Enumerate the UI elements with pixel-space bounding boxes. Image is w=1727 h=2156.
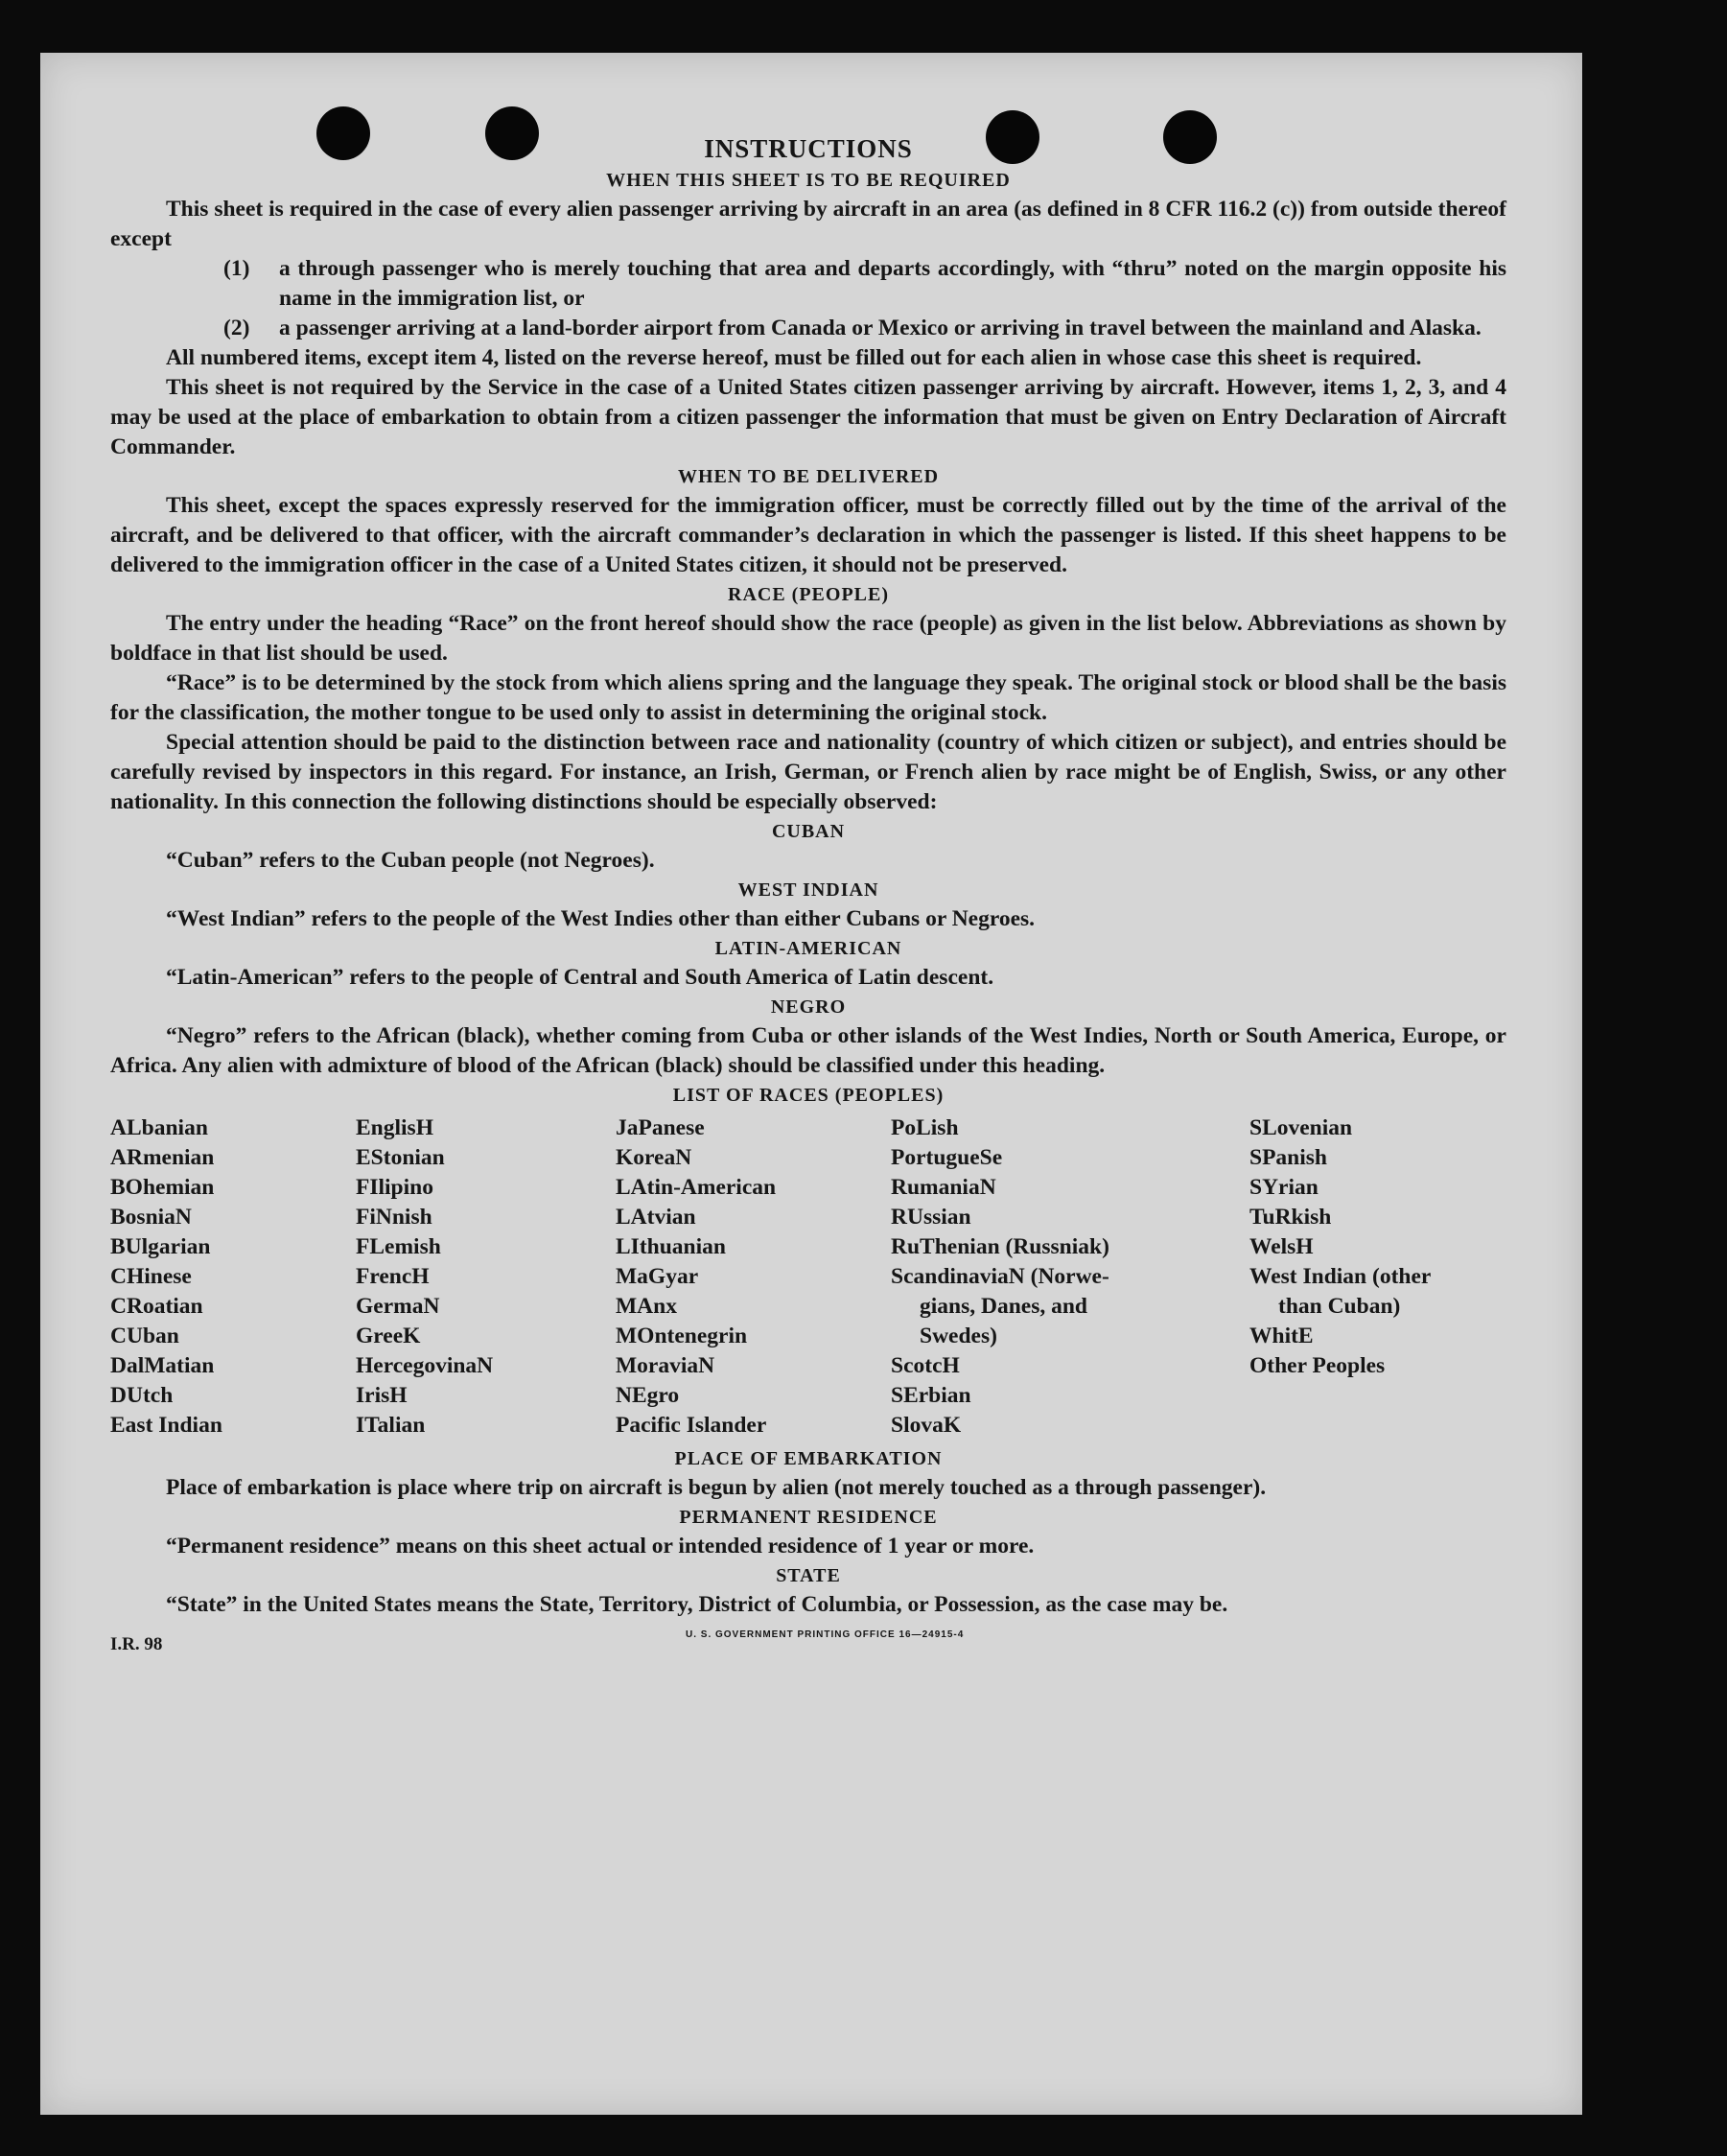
race-entry: ScandinaviaN (Norwe- (891, 1264, 1109, 1289)
race-entry: HercegovinaN (356, 1353, 494, 1378)
exception-item (223, 254, 1506, 314)
race-entry: MoraviaN (616, 1353, 715, 1378)
race-entry: West Indian (other (1249, 1264, 1432, 1289)
item-text: a through passenger who is merely touching that area and departs accordingly, with “thru” noted on the margin opposite his name in the immigration list, or (279, 256, 1506, 311)
required-intro: This sheet is required in the case of every alien passenger arriving by aircraft in an area (as defined in 8 CFR 116.2 (c)) from outside thereof except (110, 197, 1506, 251)
required-paragraph: This sheet is not required by the Service in the case of a United States citizen passenger arriving by aircraft. However, items 1, 2, 3, and 4 may be used at the place of embarkation to obtain from a citizen passenger the information that must be given on Entry Declaration of Aircraft Commander. (110, 375, 1506, 459)
race-entry: LAtvian (616, 1205, 696, 1230)
race-entry: FIlipino (356, 1175, 433, 1200)
race-entry: DUtch (110, 1383, 174, 1408)
race-entry: FiNnish (356, 1205, 432, 1230)
race-entry: KoreaN (616, 1145, 692, 1170)
race-entry: WelsH (1249, 1234, 1314, 1259)
page-title: INSTRUCTIONS (704, 134, 913, 163)
delivered-paragraph: This sheet, except the spaces expressly reserved for the immigration officer, must be correctly filled out by the time of the arrival of the aircraft, and be delivered to that officer, with the aircraft commander’s declaration in which the passenger is listed. If this sheet happens to be delivered to the immigration officer in the case of a United States citizen, it should not be preserved. (110, 493, 1506, 577)
residence-definition: “Permanent residence” means on this sheet actual or intended residence of 1 year or more. (166, 1534, 1035, 1558)
race-entry: RUssian (891, 1205, 971, 1230)
race-entry: CHinese (110, 1264, 192, 1289)
heading-state: STATE (776, 1565, 841, 1586)
item-text: a passenger arriving at a land-border airport from Canada or Mexico or arriving in travel between the mainland and Alaska. (279, 316, 1482, 340)
race-entry: JaPanese (616, 1115, 705, 1140)
heading-west-indian: WEST INDIAN (737, 879, 879, 901)
race-entry: ITalian (356, 1413, 426, 1438)
heading-latin-american: LATIN-AMERICAN (714, 938, 902, 959)
race-entry-continued: gians, Danes, and (920, 1294, 1087, 1319)
race-entry-continued: Swedes) (920, 1324, 997, 1348)
race-entry: GermaN (356, 1294, 440, 1319)
race-paragraph: “Race” is to be determined by the stock from which aliens spring and the language they speak. The original stock or blood shall be the basis for the classification, the mother tongue to be used only to assist in determining the original stock. (110, 670, 1506, 725)
heading-residence: PERMANENT RESIDENCE (679, 1507, 938, 1528)
heading-embarkation: PLACE OF EMBARKATION (674, 1448, 943, 1469)
race-paragraph: The entry under the heading “Race” on the front hereof should show the race (people) as given in the list below. Abbreviations as shown by boldface in that list should be used. (110, 611, 1506, 666)
race-entry: FLemish (356, 1234, 441, 1259)
latin-american-definition: “Latin-American” refers to the people of Central and South America of Latin descent. (166, 965, 994, 990)
races-column (110, 1113, 356, 1441)
cuban-definition: “Cuban” refers to the Cuban people (not Negroes). (166, 848, 655, 873)
race-entry: Other Peoples (1249, 1353, 1386, 1378)
race-entry: EStonian (356, 1145, 445, 1170)
negro-definition: “Negro” refers to the African (black), whether coming from Cuba or other islands of the West Indies, North or South America, Europe, or Africa. Any alien with admixture of blood of the African (black) should be classified under this heading. (110, 1023, 1506, 1078)
race-paragraph: Special attention should be paid to the distinction between race and nationality (country of which citizen or subject), and entries should be carefully revised by inspectors in this regard. For instance, an Irish, German, or French alien by race might be of English, Swiss, or any other nationality. In this connection the following distinctions should be especially observed: (110, 730, 1506, 814)
races-list (110, 1113, 1506, 1441)
race-entry: ScotcH (891, 1353, 960, 1378)
race-entry: CUban (110, 1324, 179, 1348)
race-entry: East Indian (110, 1413, 222, 1438)
race-entry: WhitE (1249, 1324, 1314, 1348)
heading-delivered: WHEN TO BE DELIVERED (677, 466, 940, 487)
race-entry: SlovaK (891, 1413, 962, 1438)
race-entry: RuThenian (Russniak) (891, 1234, 1109, 1259)
page-footer (110, 1620, 1506, 1658)
race-entry: MOntenegrin (616, 1324, 748, 1348)
race-entry: ARmenian (110, 1145, 215, 1170)
race-entry: SYrian (1249, 1175, 1319, 1200)
race-entry-continued: than Cuban) (1278, 1294, 1401, 1319)
race-entry: PoLish (891, 1115, 959, 1140)
document-page (40, 53, 1582, 2115)
heading-race: RACE (PEOPLE) (728, 584, 889, 605)
race-entry: MaGyar (616, 1264, 699, 1289)
race-entry: BosniaN (110, 1205, 192, 1230)
race-entry: FrencH (356, 1264, 430, 1289)
race-entry: NEgro (616, 1383, 680, 1408)
race-entry: SPanish (1249, 1145, 1327, 1170)
race-entry: DalMatian (110, 1353, 215, 1378)
instructions-text (110, 134, 1506, 1658)
item-number: (2) (223, 316, 250, 340)
race-entry: BUlgarian (110, 1234, 211, 1259)
state-definition: “State” in the United States means the State, Territory, District of Columbia, or Possession, as the case may be. (166, 1592, 1228, 1617)
heading-cuban: CUBAN (771, 821, 846, 842)
west-indian-definition: “West Indian” refers to the people of the West Indies other than either Cubans or Negroes. (166, 906, 1036, 931)
race-entry: LAtin-American (616, 1175, 777, 1200)
embarkation-definition: Place of embarkation is place where trip on aircraft is begun by alien (not merely touched as a through passenger). (166, 1475, 1267, 1500)
race-entry: SErbian (891, 1383, 971, 1408)
race-entry: GreeK (356, 1324, 421, 1348)
race-entry: BOhemian (110, 1175, 215, 1200)
printer-imprint: U. S. GOVERNMENT PRINTING OFFICE 16—24915-4 (686, 1629, 965, 1640)
races-column (356, 1113, 616, 1441)
required-paragraph: All numbered items, except item 4, listed on the reverse hereof, must be filled out for each alien in whose case this sheet is required. (166, 345, 1422, 370)
race-entry: PortugueSe (891, 1145, 1003, 1170)
heading-required: WHEN THIS SHEET IS TO BE REQUIRED (606, 170, 1011, 191)
heading-list-of-races: LIST OF RACES (PEOPLES) (672, 1085, 945, 1106)
item-number: (1) (223, 256, 250, 281)
race-entry: MAnx (616, 1294, 677, 1319)
race-entry: LIthuanian (616, 1234, 726, 1259)
exception-item (223, 314, 1506, 343)
race-entry: TuRkish (1249, 1205, 1332, 1230)
heading-negro: NEGRO (770, 996, 847, 1018)
race-entry: SLovenian (1249, 1115, 1353, 1140)
race-entry: RumaniaN (891, 1175, 996, 1200)
form-number: I.R. 98 (110, 1634, 163, 1654)
races-column (891, 1113, 1249, 1441)
race-entry: EnglisH (356, 1115, 433, 1140)
race-entry: CRoatian (110, 1294, 203, 1319)
races-column (1249, 1113, 1506, 1441)
race-entry: ALbanian (110, 1115, 208, 1140)
races-column (616, 1113, 891, 1441)
race-entry: Pacific Islander (616, 1413, 767, 1438)
race-entry: IrisH (356, 1383, 408, 1408)
